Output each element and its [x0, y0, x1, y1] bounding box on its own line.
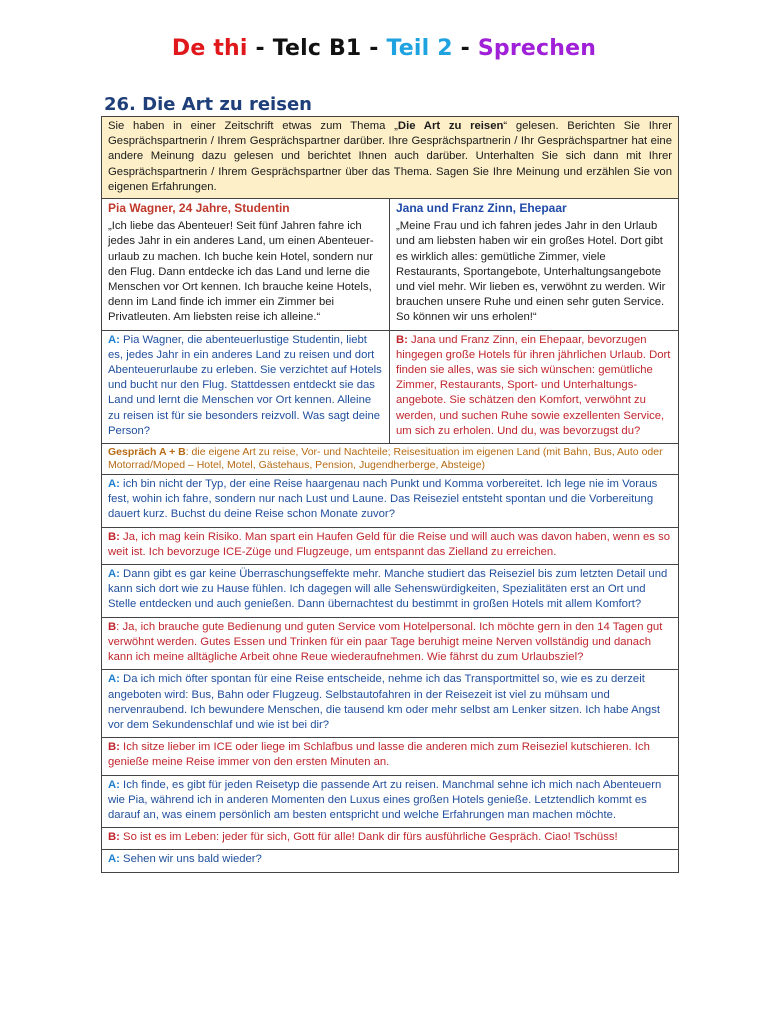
conversation-topics	[102, 444, 678, 475]
dialogue-text: Dann gibt es gar keine Überraschungseffekte mehr. Manche studiert das Reiseziel bis zum letzten Detail und kann sich dort wie zu Hause fühlen. Ich dagegen will alle Sehenswürdigkeiten, Spezialitäten erst an Ort und Stelle entdecken und auch genießen. Dann übernachtest du bestimmt in großen Hotels mit allem Komfort?	[108, 568, 668, 611]
title-separator: -	[247, 36, 273, 61]
dialogue-text: Da ich mich öfter spontan für eine Reise entscheide, nehme ich das Transportmittel so, wie es zu derzeit angeboten wird: Bus, Bahn oder Flugzeug. Selbstautofahren in der Reisezeit ist viel zu mühsam und nervenraubend. Ich bewundere Menschen, die tausend km oder mehr selbst am Lenker sitzen. Ich habe Angst vor dem Sekundenschlaf und wie ist bei dir?	[108, 673, 660, 731]
speaker-label: A:	[108, 568, 120, 581]
title-separator: -	[452, 36, 478, 61]
dialogue-line	[102, 528, 678, 565]
speaker-label: B:	[108, 741, 120, 754]
task-instructions	[102, 117, 678, 199]
title-part-telc: Telc B1	[272, 36, 362, 61]
speaker-label: B:	[108, 831, 120, 844]
task-text-end: “ gelesen. Berichten Sie Ihrer Gesprächspartnerin / Ihrem Gesprächspartner darüber. Ihre Gesprächspartnerin / Ihr Gesprächspartner hat eine andere Meinung dazu gelesen und berichtet Ihnen auch darüber. Unterhalten Sie sich dann mit Ihrer Gesprächspartnerin / Ihrem Gesprächspartner über das Thema. Sagen Sie Ihre Meinung und erzählen Sie von eigenen Erfahrungen.	[108, 120, 673, 193]
task-text-start: Sie haben in einer Zeitschrift etwas zum Thema „	[108, 120, 398, 132]
dialogue-line	[102, 776, 678, 829]
speaker-label: A:	[108, 673, 120, 686]
speaker-label: B	[108, 620, 117, 633]
exercise-table	[101, 116, 679, 873]
dialogue-text: : Ja, ich brauche gute Bedienung und guten Service vom Hotelpersonal. Ich möchte gern in den 14 Tagen gut verwöhnt werden. Gutes Essen und Trinken für ein paar Tage beruhigt meine Nerven vollständig und danach kann ich meine alltägliche Arbeit ohne Reue wiederaufnehmen. Wie fährst du zum Urlaubsziel?	[108, 620, 663, 664]
speaker-label: A:	[108, 478, 120, 491]
dialogue-text: Ja, ich mag kein Risiko. Man spart ein Haufen Geld für die Reise und will auch was davon haben, wenn es so weit ist. Ich bevorzuge ICE-Züge und Flugzeuge, um entspannt das Zielland zu erreichen.	[108, 530, 670, 558]
dialogue-line	[102, 850, 678, 871]
page-title	[0, 36, 768, 61]
person-quotes	[102, 199, 678, 331]
summary-row	[102, 331, 678, 444]
dialogue-text: Ich sitze lieber im ICE oder liege im Schlafbus und lasse die anderen mich zum Reiseziel kutschieren. Ich genieße meine Reise immer von den ersten Minuten an.	[108, 741, 650, 769]
topics-label: Gespräch A + B	[108, 446, 186, 459]
dialogue-text: Sehen wir uns bald wieder?	[119, 853, 262, 866]
speaker-label: A:	[108, 853, 120, 866]
speaker-label: B:	[108, 530, 120, 543]
title-separator: -	[361, 36, 387, 61]
person-left-cell	[102, 199, 390, 330]
dialogue-text: So ist es im Leben: jeder für sich, Gott für alle! Dank dir fürs ausführliche Gespräch. Ciao! Tschüss!	[119, 831, 618, 844]
section-heading: 26. Die Art zu reisen	[104, 94, 312, 115]
title-part-sprechen: Sprechen	[477, 36, 597, 61]
speaker-label-b: B:	[396, 333, 408, 346]
title-part-teil: Teil 2	[386, 36, 453, 61]
dialogue-line	[102, 738, 678, 775]
person-right-cell	[390, 199, 678, 330]
person-left-name: Pia Wagner, 24 Jahre, Studentin	[108, 201, 290, 216]
task-topic: Die Art zu reisen	[397, 120, 504, 132]
dialogue-line	[102, 670, 678, 738]
summary-a-text: Pia Wagner, die abenteuerlustige Studentin, liebt es, jedes Jahr in ein anderes Land zu reisen und dort Abenteuerurlaube zu erleben. Sie verzichtet auf Hotels und bucht nur den Flug. Stattdessen entdeckt sie das Land und lernt die Menschen vor Ort kennen. Alleine zu reisen ist für sie besonders reizvoll. Was sagt deine Person?	[108, 333, 382, 437]
dialogue-line	[102, 618, 678, 671]
dialogue-line	[102, 828, 678, 850]
person-right-quote: „Meine Frau und ich fahren jedes Jahr in den Urlaub und am liebsten haben wir ein großes Hotel. Dort gibt es wirklich alles: gemütliche Zimmer, viele Restaurants, Sportangebote, Unterhaltungsangebote und viel mehr. Wir lieben es, verwöhnt zu werden. Wir brauchen unsere Ruhe und einen sehr guten Service. So können wir uns erholen!“	[396, 220, 666, 324]
speaker-label: A:	[108, 778, 120, 791]
person-left-quote: „Ich liebe das Abenteuer! Seit fünf Jahren fahre ich jedes Jahr in ein anderes Land, um einen Abenteuer-urlaub zu machen. Ich buche kein Hotel, sondern nur den Flug. Dann entdecke ich das Land und lerne die Menschen vor Ort kennen. Ich brauche keine Hotels, denn im Land finde ich immer ein Zimmer bei Privatleuten. Am liebsten reise ich alleine.“	[108, 220, 374, 324]
dialogue-line	[102, 565, 678, 618]
title-part-de-thi: De thi	[171, 36, 248, 61]
speaker-label-a: A:	[108, 333, 120, 346]
summary-a	[102, 331, 390, 443]
dialogue-line	[102, 475, 678, 528]
summary-b	[390, 331, 678, 443]
dialogue-text: ich bin nicht der Typ, der eine Reise haargenau nach Punkt und Komma vorbereitet. Ich lege nie im Voraus fest, wohin ich fahre, sondern nur nach Lust und Laune. Das Reiseziel entsteht spontan und die Vorbereitung dauert kurz. Buchst du deine Reise schon Monate zuvor?	[108, 478, 658, 521]
dialogue-text: Ich finde, es gibt für jeden Reisetyp die passende Art zu reisen. Manchmal sehne ich mich nach Abenteuern wie Pia, während ich in anderen Momenten den Luxus eines großen Hotels genieße. Letztendlich kommt es darauf an, was einem persönlich am besten entspricht und welche Erfahrungen man machen möchte.	[108, 778, 662, 821]
person-right-name: Jana und Franz Zinn, Ehepaar	[396, 201, 567, 216]
topics-text: : die eigene Art zu reise, Vor- und Nachteile; Reisesituation im eigenen Land (mit Bahn, Bus, Auto oder Motorrad/Moped – Hotel, Motel, Gästehaus, Pension, Jugendherberge, Absteige)	[108, 446, 663, 472]
summary-b-text: Jana und Franz Zinn, ein Ehepaar, bevorzugen hingegen große Hotels für ihren jährlichen Urlaub. Dort finden sie alles, was sie sich wünschen: gemütliche Zimmer, Restaurants, Sport- und Unterhaltungs-angebote. Sie schätzen den Komfort, verwöhnt zu werden, und suchen Ruhe sowie exzellenten Service, um sich zu erholen. Und du, was bevorzugst du?	[396, 333, 671, 437]
